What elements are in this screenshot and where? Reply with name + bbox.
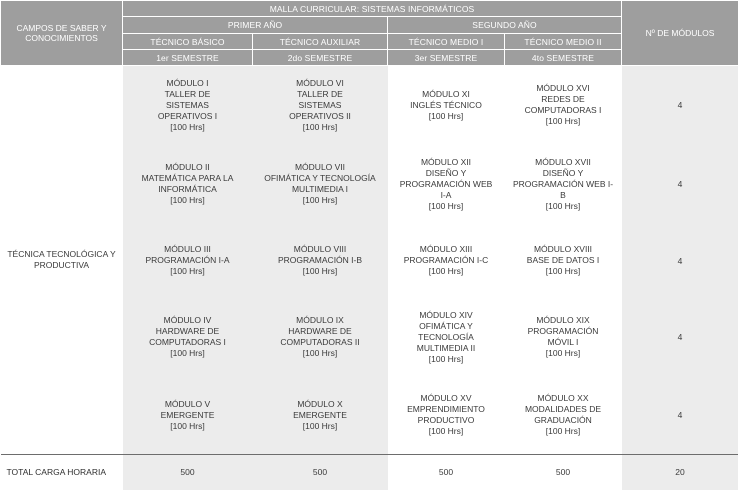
module-cell (123, 298, 253, 377)
module-hours: [100 Hrs] (123, 122, 253, 133)
module-cell (123, 66, 253, 145)
module-cell (253, 224, 388, 298)
module-hours: [100 Hrs] (505, 426, 622, 437)
n-modulos-header: Nº DE MÓDULOS (622, 1, 738, 66)
primer-ano-header: PRIMER AÑO (123, 17, 388, 34)
module-hours: [100 Hrs] (505, 266, 622, 277)
module-name: BASE DE DATOS I (505, 255, 622, 266)
semester-header: 4to SEMESTRE (505, 50, 622, 66)
module-hours: [100 Hrs] (123, 421, 253, 432)
module-hours: [100 Hrs] (388, 354, 505, 365)
module-cell (253, 66, 388, 145)
module-count: 4 (622, 298, 738, 377)
module-cell (388, 298, 505, 377)
semester-header: 2do SEMESTRE (253, 50, 388, 66)
module-name: OFIMÁTICA Y TECNOLOGÍA MULTIMEDIA II (388, 321, 505, 354)
module-title: MÓDULO XIX (505, 315, 622, 326)
module-title: MÓDULO XX (505, 393, 622, 404)
module-hours: [100 Hrs] (388, 111, 505, 122)
module-title: MÓDULO XV (388, 393, 505, 404)
module-name: TALLER DE SISTEMAS OPERATIVOS II (253, 89, 388, 122)
module-name: PROGRAMACIÓN I-A (123, 255, 253, 266)
module-cell (505, 224, 622, 298)
module-title: MÓDULO VI (253, 78, 388, 89)
module-hours: [100 Hrs] (253, 266, 388, 277)
total-hours: 500 (253, 455, 388, 490)
module-hours: [100 Hrs] (388, 426, 505, 437)
module-title: MÓDULO XII (388, 157, 505, 168)
module-title: MÓDULO XVII (505, 157, 622, 168)
module-count: 4 (622, 224, 738, 298)
semester-header: 1er SEMESTRE (123, 50, 253, 66)
module-title: MÓDULO VIII (253, 244, 388, 255)
module-title: MÓDULO XIV (388, 310, 505, 321)
total-modules: 20 (622, 455, 738, 490)
module-count: 4 (622, 377, 738, 455)
level-header: TÉCNICO MEDIO I (388, 34, 505, 50)
module-name: PROGRAMACIÓN MÓVIL I (505, 326, 622, 348)
module-hours: [100 Hrs] (253, 348, 388, 359)
module-hours: [100 Hrs] (388, 201, 505, 212)
module-name: EMPRENDIMIENTO PRODUCTIVO (388, 404, 505, 426)
campo-cell (1, 66, 123, 455)
module-cell (505, 66, 622, 145)
module-title: MÓDULO IX (253, 315, 388, 326)
module-hours: [100 Hrs] (123, 348, 253, 359)
total-hours: 500 (505, 455, 622, 490)
module-cell (253, 298, 388, 377)
module-hours: [100 Hrs] (388, 266, 505, 277)
module-title: MÓDULO IV (123, 315, 253, 326)
total-hours: 500 (123, 455, 253, 490)
module-hours: [100 Hrs] (123, 266, 253, 277)
module-title: MÓDULO XVI (505, 83, 622, 94)
module-title: MÓDULO XIII (388, 244, 505, 255)
module-name: MODALIDADES DE GRADUACIÓN (505, 404, 622, 426)
module-name: TALLER DE SISTEMAS OPERATIVOS I (123, 89, 253, 122)
module-name: OFIMÁTICA Y TECNOLOGÍA MULTIMEDIA I (253, 173, 388, 195)
malla-header: MALLA CURRICULAR: SISTEMAS INFORMÁTICOS (123, 1, 622, 17)
module-cell (388, 145, 505, 224)
module-cell (505, 298, 622, 377)
module-title: MÓDULO I (123, 78, 253, 89)
module-cell (388, 377, 505, 455)
module-title: MÓDULO III (123, 244, 253, 255)
module-count: 4 (622, 66, 738, 145)
table-row (1, 66, 738, 145)
module-cell (123, 145, 253, 224)
total-hours: 500 (388, 455, 505, 490)
module-cell (123, 224, 253, 298)
module-name: DISEÑO Y PROGRAMACIÓN WEB I-B (505, 168, 622, 201)
module-cell (253, 377, 388, 455)
segundo-ano-header: SEGUNDO AÑO (388, 17, 622, 34)
module-title: MÓDULO VII (253, 162, 388, 173)
module-hours: [100 Hrs] (505, 116, 622, 127)
module-name: DISEÑO Y PROGRAMACIÓN WEB I-A (388, 168, 505, 201)
total-row (1, 455, 738, 490)
module-cell (388, 224, 505, 298)
level-header: TÉCNICO AUXILIAR (253, 34, 388, 50)
module-cell (505, 145, 622, 224)
module-name: EMERGENTE (253, 410, 388, 421)
module-cell (505, 377, 622, 455)
module-cell (253, 145, 388, 224)
module-hours: [100 Hrs] (253, 195, 388, 206)
module-name: INGLÉS TÉCNICO (388, 100, 505, 111)
module-name: MATEMÁTICA PARA LA INFORMÁTICA (123, 173, 253, 195)
level-header: TÉCNICO BÁSICO (123, 34, 253, 50)
module-name: PROGRAMACIÓN I-B (253, 255, 388, 266)
semester-header: 3er SEMESTRE (388, 50, 505, 66)
module-name: EMERGENTE (123, 410, 253, 421)
module-cell (123, 377, 253, 455)
module-title: MÓDULO XVIII (505, 244, 622, 255)
module-hours: [100 Hrs] (253, 122, 388, 133)
module-name: HARDWARE DE COMPUTADORAS II (253, 326, 388, 348)
module-title: MÓDULO V (123, 399, 253, 410)
campo-label: TÉCNICA TECNOLÓGICA Y PRODUCTIVA (4, 249, 120, 271)
campos-header: CAMPOS DE SABER Y CONOCIMIENTOS (1, 1, 123, 66)
module-cell (388, 66, 505, 145)
module-hours: [100 Hrs] (123, 195, 253, 206)
module-count: 4 (622, 145, 738, 224)
module-hours: [100 Hrs] (253, 421, 388, 432)
module-name: HARDWARE DE COMPUTADORAS I (123, 326, 253, 348)
total-label: TOTAL CARGA HORARIA (1, 455, 123, 490)
level-header: TÉCNICO MEDIO II (505, 34, 622, 50)
module-hours: [100 Hrs] (505, 348, 622, 359)
module-name: PROGRAMACIÓN I-C (388, 255, 505, 266)
module-name: REDES DE COMPUTADORAS I (505, 94, 622, 116)
module-title: MÓDULO X (253, 399, 388, 410)
module-title: MÓDULO II (123, 162, 253, 173)
module-hours: [100 Hrs] (505, 201, 622, 212)
module-title: MÓDULO XI (388, 89, 505, 100)
